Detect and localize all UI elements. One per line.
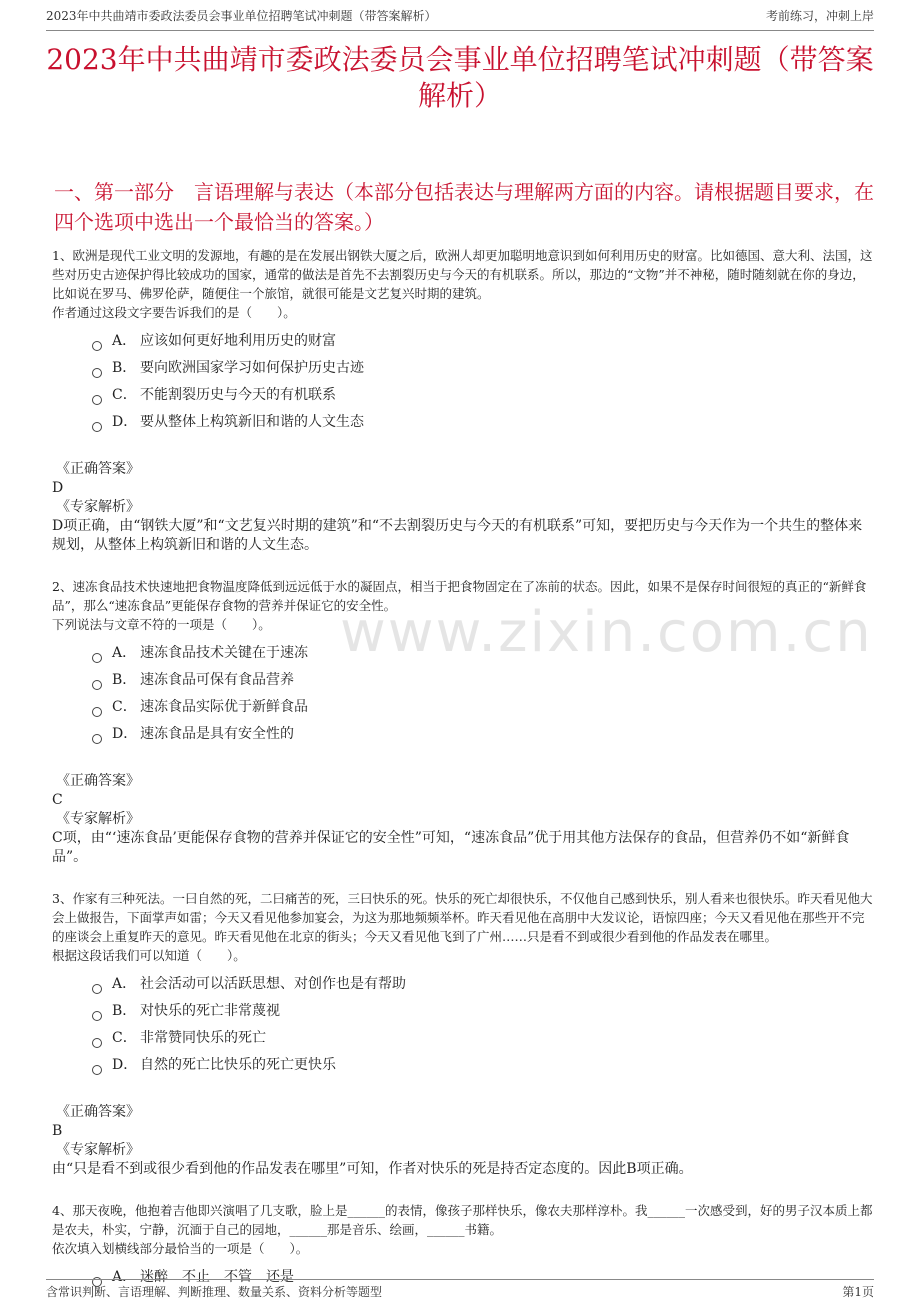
answer-value: D [52,480,64,496]
option-d[interactable]: D． 自然的死亡比快乐的死亡更快乐 [92,1052,876,1079]
answer-block [52,460,876,555]
header-doc-title: 2023年中共曲靖市委政法委员会事业单位招聘笔试冲刺题（带答案解析） [46,8,437,23]
answer-block [52,1103,876,1179]
document-title: 2023年中共曲靖市委政法委员会事业单位招聘笔试冲刺题（带答案解析） [46,43,874,112]
question-1 [52,246,876,555]
option-text: 速冻食品技术关键在于速冻 [140,645,308,661]
option-b[interactable]: B． 要向欧洲国家学习如何保护历史古迹 [92,355,876,382]
section-heading: 一、第一部分 言语理解与表达（本部分包括表达与理解两方面的内容。请根据题目要求，在四个选项中选出一个最恰当的答案。） [54,180,874,234]
radio-icon[interactable] [92,1011,102,1021]
option-text: 速冻食品实际优于新鲜食品 [140,699,308,715]
radio-icon[interactable] [92,395,102,405]
option-a[interactable]: A． 迷醉 不止 不管 还是 [92,1264,876,1291]
analysis-text: 由“只是看不到或很少看到他的作品发表在哪里”可知，作者对快乐的死是持否定态度的。因此B项正确。 [52,1161,693,1177]
radio-icon[interactable] [92,1038,102,1048]
question-stem: 4、那天夜晚，他抱着吉他即兴演唱了几支歌，脸上是______的表情，像孩子那样快乐，像农夫那样淳朴。我______一次感受到，好的男子汉本质上都是农夫，朴实，宁静，沉湎于自己的园地，______那是音乐、绘画，______书籍。 [52,1203,873,1237]
header-slogan: 考前练习，冲刺上岸 [765,8,874,23]
answer-value: B [52,1123,63,1139]
radio-icon[interactable] [92,653,102,663]
analysis-text: D项正确，由“钢铁大厦”和“文艺复兴时期的建筑”和“不去割裂历史与今天的有机联系”可知，要把历史与今天作为一个共生的整体来规划，从整体上构筑新旧和谐的人文生态。 [52,518,863,553]
option-text: 速冻食品是具有安全性的 [140,726,294,742]
option-c[interactable]: C． 不能割裂历史与今天的有机联系 [92,382,876,409]
question-2 [52,577,876,867]
option-a[interactable]: A． 应该如何更好地利用历史的财富 [92,328,876,355]
question-prompt: 下列说法与文章不符的一项是（ ）。 [52,617,271,632]
option-d[interactable]: D． 速冻食品是具有安全性的 [92,721,876,748]
question-stem: 1、欧洲是现代工业文明的发源地，有趣的是在发展出钢铁大厦之后，欧洲人却更加聪明地意识到如何利用历史的财富。比如德国、意大利、法国，这些对历史古迹保护得比较成功的国家，通常的做法是首先不去割裂历史与今天的有机联系。所以，那边的“文物”并不神秘，随时随刻就在你的身边，比如说在罗马、佛罗伦萨，随便住一个旅馆，就很可能是文艺复兴时期的建筑。 [52,248,873,301]
question-prompt: 根据这段话我们可以知道（ ）。 [52,948,246,963]
option-b[interactable]: B． 对快乐的死亡非常蔑视 [92,998,876,1025]
answer-label: 《正确答案》 [56,1104,140,1120]
option-c[interactable]: C． 非常赞同快乐的死亡 [92,1025,876,1052]
option-text: 要从整体上构筑新旧和谐的人文生态 [140,414,364,430]
option-a[interactable]: A． 速冻食品技术关键在于速冻 [92,640,876,667]
option-c[interactable]: C． 速冻食品实际优于新鲜食品 [92,694,876,721]
radio-icon[interactable] [92,1065,102,1075]
answer-label: 《正确答案》 [56,773,140,789]
question-list [52,246,876,1299]
question-stem: 3、作家有三种死法。一曰自然的死，二曰痛苦的死，三曰快乐的死。快乐的死亡却很快乐，不仅他自己感到快乐，别人看来也很快乐。昨天看见他大会上做报告，下面掌声如雷；今天又看见他参加宴会，为这为那地频频举杯。昨天看见他在高朋中大发议论，语惊四座；今天又看见他在那些开不完的座谈会上重复昨天的意见。昨天看见他在北京的街头；今天又看见他飞到了广州……只是看不到或很少看到他的作品发表在哪里。 [52,891,873,944]
footer-note: 含常识判断、言语理解、判断推理、数量关系、资料分析等题型 [46,1284,383,1299]
analysis-text: C项，由“‘速冻食品’更能保存食物的营养并保证它的安全性”可知，“速冻食品”优于用其他方法保存的食品，但营养仍不如“新鲜食品”。 [52,830,850,865]
option-list [92,971,876,1079]
radio-icon[interactable] [92,707,102,717]
radio-icon[interactable] [92,680,102,690]
option-text: 要向欧洲国家学习如何保护历史古迹 [140,360,364,376]
radio-icon[interactable] [92,422,102,432]
option-text: 迷醉 不止 不管 还是 [140,1269,294,1285]
option-text: 对快乐的死亡非常蔑视 [140,1003,280,1019]
answer-value: C [52,792,63,808]
option-text: 社会活动可以活跃思想、对创作也是有帮助 [140,976,406,992]
page-header [46,0,874,31]
analysis-label: 《专家解析》 [56,499,140,515]
option-text: 非常赞同快乐的死亡 [140,1030,266,1046]
option-text: 速冻食品可保有食品营养 [140,672,294,688]
option-text: 应该如何更好地利用历史的财富 [140,333,336,349]
answer-block [52,772,876,867]
page-number: 第1页 [842,1284,874,1299]
option-list [92,640,876,748]
answer-label: 《正确答案》 [56,461,140,477]
analysis-label: 《专家解析》 [56,1142,140,1158]
question-3 [52,889,876,1179]
option-b[interactable]: B． 速冻食品可保有食品营养 [92,667,876,694]
option-list [92,328,876,436]
analysis-label: 《专家解析》 [56,811,140,827]
option-d[interactable]: D． 要从整体上构筑新旧和谐的人文生态 [92,409,876,436]
radio-icon[interactable] [92,341,102,351]
question-4 [52,1201,876,1291]
option-text: 自然的死亡比快乐的死亡更快乐 [140,1057,336,1073]
question-prompt: 依次填入划横线部分最恰当的一项是（ ）。 [52,1241,309,1256]
question-stem: 2、速冻食品技术快速地把食物温度降低到远远低于水的凝固点，相当于把食物固定在了冻前的状态。因此，如果不是保存时间很短的真正的“新鲜食品”，那么“速冻食品”更能保存食物的营养并保证它的安全性。 [52,579,867,613]
radio-icon[interactable] [92,734,102,744]
watermark: www.zixin.com.cn [340,600,873,665]
option-a[interactable]: A． 社会活动可以活跃思想、对创作也是有帮助 [92,971,876,998]
radio-icon[interactable] [92,984,102,994]
option-text: 不能割裂历史与今天的有机联系 [140,387,336,403]
radio-icon[interactable] [92,368,102,378]
question-prompt: 作者通过这段文字要告诉我们的是（ ）。 [52,305,296,320]
page-footer [46,1279,874,1302]
